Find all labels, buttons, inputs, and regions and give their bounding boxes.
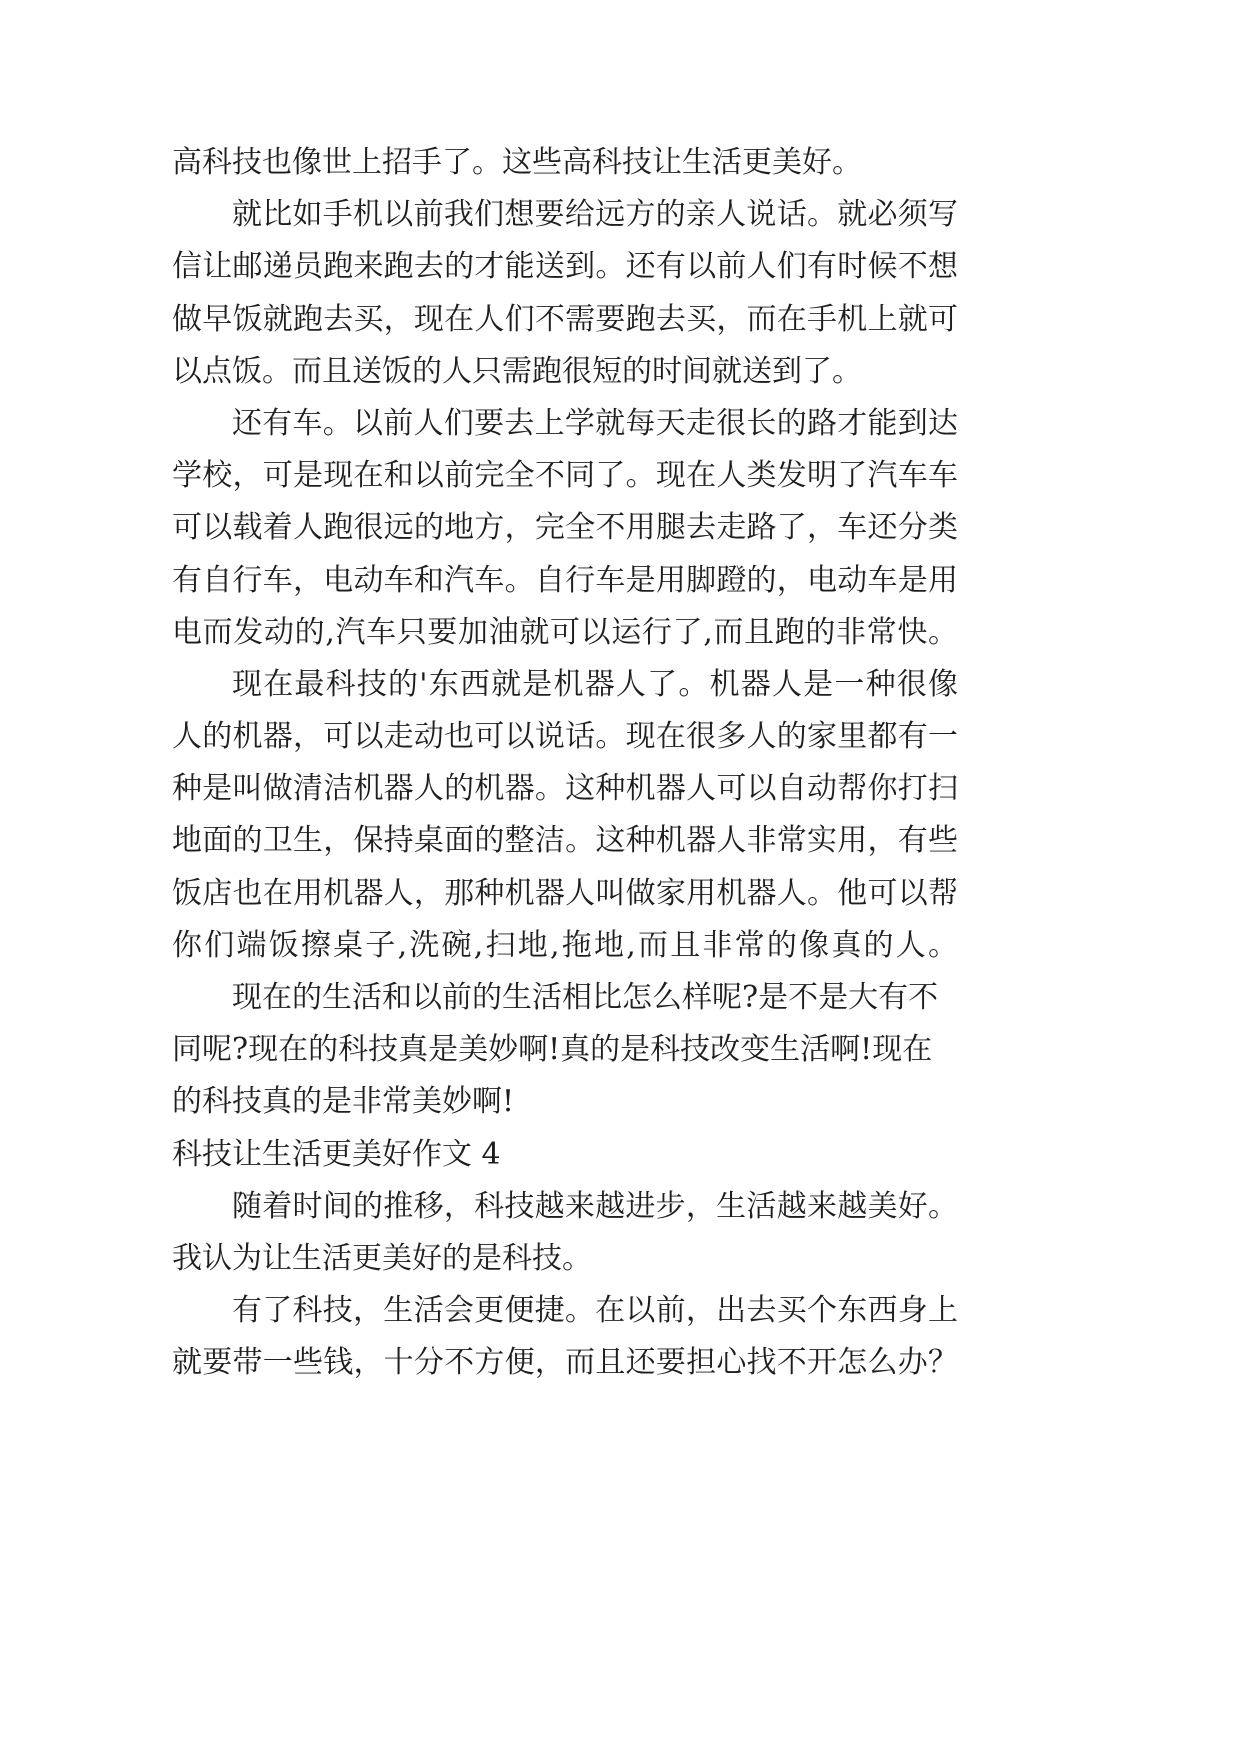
paragraph	[172, 137, 958, 189]
paragraph	[172, 1285, 958, 1389]
text-line: 高科技也像世上招手了。这些高科技让生活更美好。	[172, 145, 862, 180]
text-line: 有自行车，电动车和汽车。自行车是用脚蹬的，电动车是用	[172, 562, 958, 598]
document-body	[172, 137, 958, 1390]
text-line: 随着时间的推移，科技越来越进步，生活越来越美好。	[232, 1188, 958, 1224]
text-line: 现在最科技的'东西就是机器人了。机器人是一种很像	[232, 666, 958, 702]
text-line: 人的机器，可以走动也可以说话。现在很多人的家里都有一	[172, 719, 958, 755]
text-line: 现在的生活和以前的生活相比怎么样呢?是不是大有不	[232, 980, 939, 1015]
essay-section	[172, 1129, 958, 1390]
paragraph	[172, 972, 958, 1129]
text-line: 就要带一些钱，十分不方便，而且还要担心找不开怎么办？	[172, 1345, 958, 1381]
text-line: 地面的卫生，保持桌面的整洁。这种机器人非常实用，有些	[172, 823, 958, 859]
text-line: 种是叫做清洁机器人的机器。这种机器人可以自动帮你打扫	[172, 771, 958, 807]
text-line: 你们端饭擦桌子,洗碗,扫地,拖地,而且非常的像真的人。	[172, 927, 958, 963]
text-line: 学校，可是现在和以前完全不同了。现在人类发明了汽车车	[172, 458, 958, 494]
text-line: 有了科技，生活会更便捷。在以前，出去买个东西身上	[232, 1293, 958, 1329]
text-line: 可以载着人跑很远的地方，完全不用腿去走路了，车还分类	[172, 510, 958, 546]
text-line: 做早饭就跑去买，现在人们不需要跑去买，而在手机上就可	[172, 301, 958, 337]
paragraph	[172, 1181, 958, 1285]
text-line: 电而发动的,汽车只要加油就可以运行了,而且跑的非常快。	[172, 614, 958, 650]
text-line: 的科技真的是非常美妙啊!	[172, 1084, 515, 1120]
section-heading: 科技让生活更美好作文 4	[172, 1136, 501, 1172]
paragraph	[172, 659, 958, 972]
paragraph	[172, 189, 958, 398]
text-line: 信让邮递员跑来跑去的才能送到。还有以前人们有时候不想	[172, 249, 958, 285]
text-line: 以点饭。而且送饭的人只需跑很短的时间就送到了。	[172, 353, 862, 389]
paragraph	[172, 398, 958, 659]
text-line: 还有车。以前人们要去上学就每天走很长的路才能到达	[232, 405, 958, 441]
essay-section	[172, 137, 958, 1129]
text-line: 同呢?现在的科技真是美妙啊!真的是科技改变生活啊!现在	[172, 1032, 933, 1068]
text-line: 就比如手机以前我们想要给远方的亲人说话。就必须写	[232, 197, 958, 233]
text-line: 饭店也在用机器人，那种机器人叫做家用机器人。他可以帮	[172, 875, 958, 911]
text-line: 我认为让生活更美好的是科技。	[172, 1240, 592, 1276]
